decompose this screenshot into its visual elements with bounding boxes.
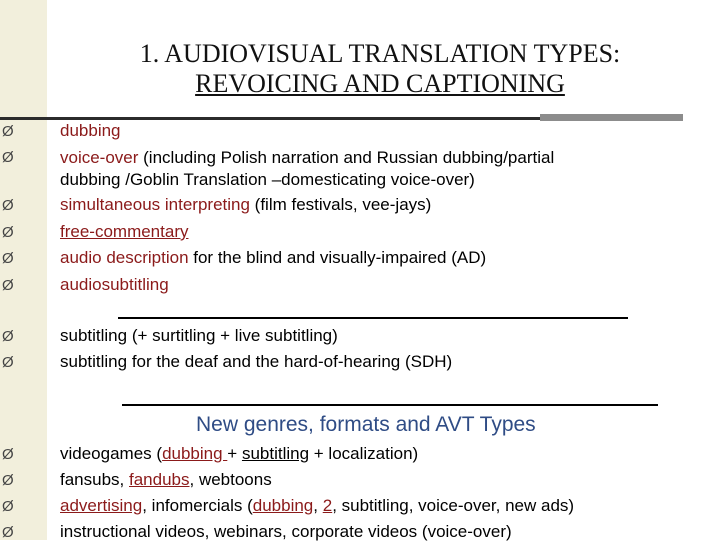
page-subtitle: REVOICING AND CAPTIONING <box>195 69 565 98</box>
term-fandubs: fandubs <box>129 470 190 489</box>
bullet-icon: Ø <box>2 498 14 515</box>
bullet-icon: Ø <box>2 524 14 541</box>
bullet-icon: Ø <box>2 224 14 241</box>
term-adv-dubbing: dubbing <box>252 496 314 515</box>
videogames-rest: + localization) <box>309 444 419 463</box>
bullet-icon: Ø <box>2 446 14 463</box>
list-item-free-commentary <box>60 222 188 242</box>
comma-text: , <box>313 496 323 515</box>
voice-over-description: (including Polish narration and Russian dubbing/partial <box>138 148 555 167</box>
bullet-icon: Ø <box>2 149 14 166</box>
list-item-simultaneous <box>60 195 431 215</box>
bullet-icon: Ø <box>2 123 14 140</box>
plus-text: + <box>227 444 242 463</box>
list-item-sdh: subtitling for the deaf and the hard-of-hearing (SDH) <box>60 352 453 371</box>
term-audio-description: audio description <box>60 248 189 267</box>
term-two-link: 2 <box>322 496 333 515</box>
list-item-audio-description <box>60 248 486 268</box>
list-item-subtitling: subtitling (+ surtitling + live subtitling) <box>60 326 338 345</box>
list-item-voice-over <box>60 148 554 168</box>
fansubs-text: fansubs, <box>60 470 129 489</box>
term-dubbing-link: dubbing <box>162 444 228 463</box>
term-voice-over: voice-over <box>60 148 139 167</box>
term-dubbing: dubbing <box>60 121 121 140</box>
advertising-rest: , subtitling, voice-over, new ads) <box>332 496 575 515</box>
list-item-dubbing <box>60 121 121 141</box>
section-heading: New genres, formats and AVT Types <box>196 413 536 436</box>
audio-description-description: for the blind and visually-impaired (AD) <box>188 248 487 267</box>
bullet-icon: Ø <box>2 328 14 345</box>
bullet-icon: Ø <box>2 197 14 214</box>
bullet-icon: Ø <box>2 354 14 371</box>
page-title: 1. AUDIOVISUAL TRANSLATION TYPES: <box>139 39 621 68</box>
list-item-instructional: instructional videos, webinars, corporate videos (voice-over) <box>60 522 512 541</box>
term-audiosubtitling: audiosubtitling <box>60 275 169 294</box>
title-divider-accent <box>540 114 683 121</box>
list-item-fansubs <box>60 470 272 490</box>
advertising-text: , infomercials ( <box>142 496 253 515</box>
voice-over-continuation: dubbing /Goblin Translation –domesticating voice-over) <box>60 170 475 189</box>
bullet-icon: Ø <box>2 277 14 294</box>
term-simultaneous-interpreting: simultaneous interpreting <box>60 195 250 214</box>
list-item-advertising <box>60 496 574 516</box>
bullet-icon: Ø <box>2 250 14 267</box>
term-advertising: advertising <box>60 496 143 515</box>
videogames-text: videogames ( <box>60 444 163 463</box>
list-item-videogames <box>60 444 418 464</box>
section-rule <box>118 317 628 319</box>
section-rule <box>122 404 658 406</box>
simultaneous-description: (film festivals, vee-jays) <box>249 195 432 214</box>
term-free-commentary: free-commentary <box>60 222 189 241</box>
bullet-icon: Ø <box>2 472 14 489</box>
fansubs-rest: , webtoons <box>189 470 272 489</box>
term-subtitling-link: subtitling <box>241 444 310 463</box>
list-item-audiosubtitling <box>60 275 169 295</box>
